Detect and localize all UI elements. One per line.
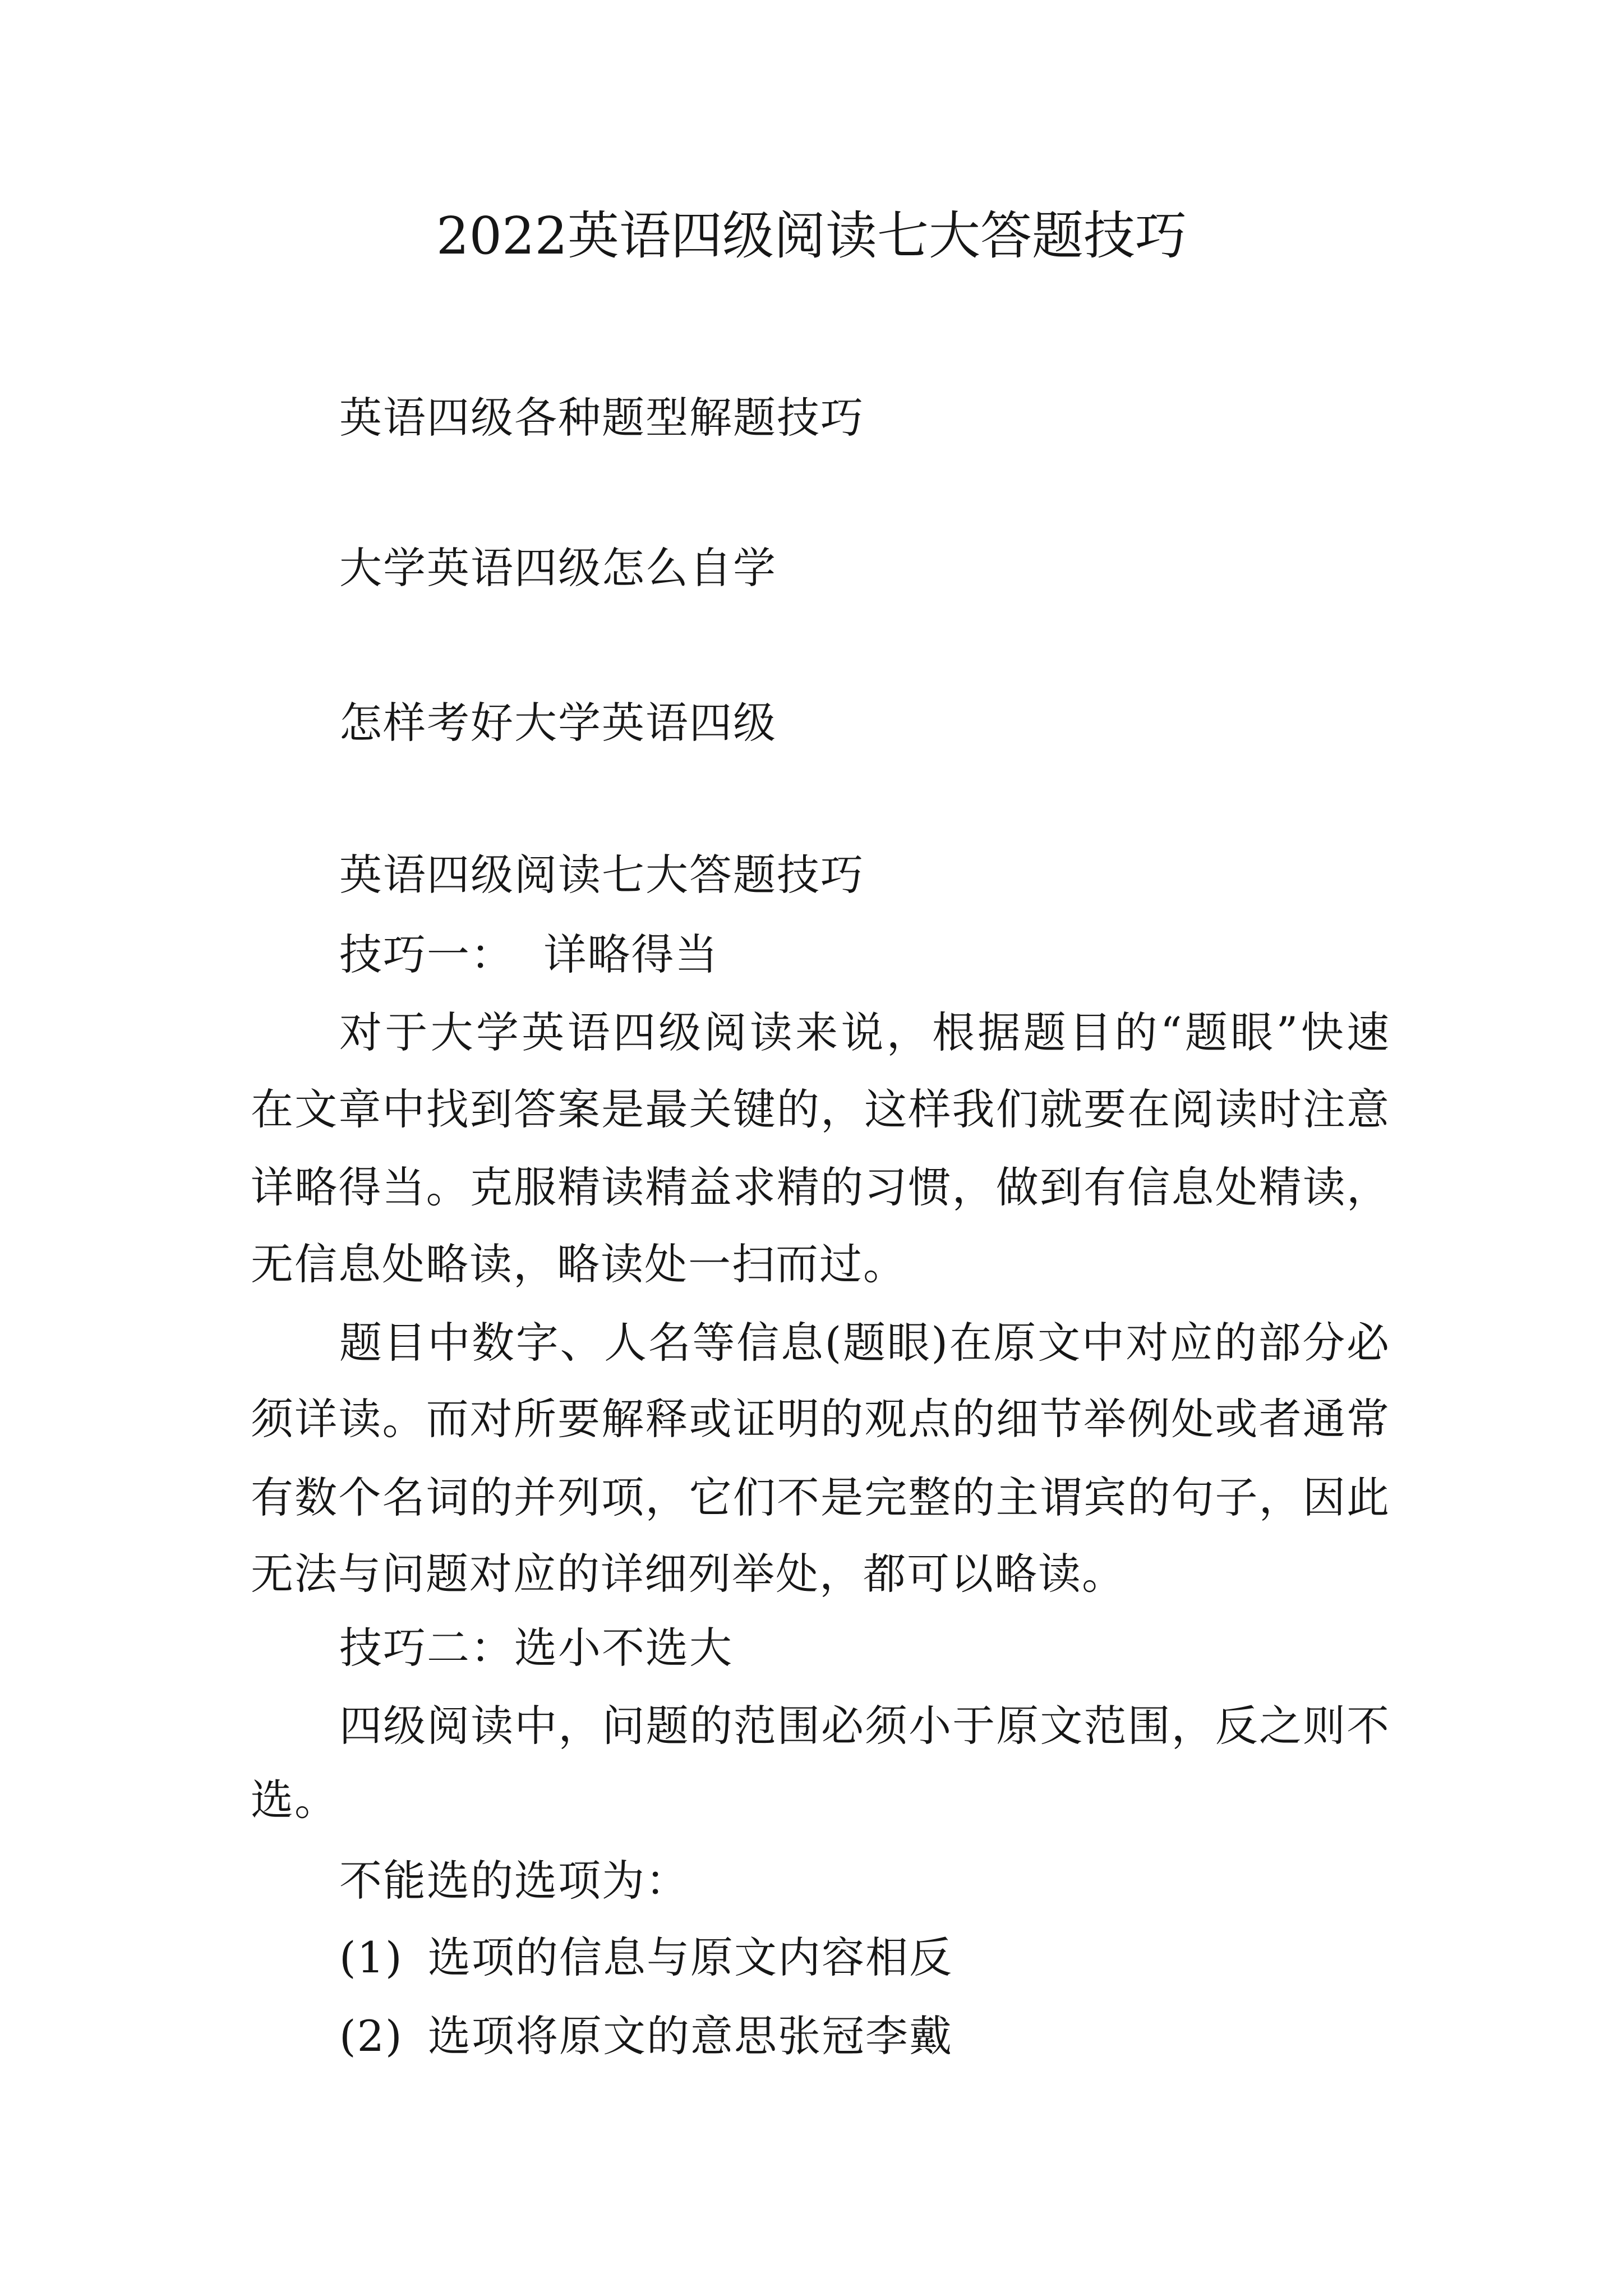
related-title: 怎样考好大学英语四级: [339, 698, 777, 748]
paragraph-line: 对于大学英语四级阅读来说，根据题目的“题眼”快速: [339, 1007, 1389, 1057]
paragraph-line: 四级阅读中，问题的范围必须小于原文范围，反之则不: [339, 1701, 1389, 1751]
option-text: 选项将原文的意思张冠李戴: [428, 2011, 953, 2061]
document-title: 2022英语四级阅读七大答题技巧: [436, 206, 1187, 266]
paragraph-line: 详略得当。克服精读精益求精的习惯，做到有信息处精读，: [251, 1162, 1389, 1212]
paragraph-line: 不能选的选项为：: [339, 1856, 689, 1906]
paragraph-line: 在文章中找到答案是最关键的，这样我们就要在阅读时注意: [251, 1084, 1389, 1134]
related-title: 英语四级各种题型解题技巧: [339, 393, 864, 443]
option-label: (1): [339, 1932, 403, 1982]
paragraph-line: 无法与问题对应的详细列举处，都可以略读。: [251, 1549, 1126, 1599]
paragraph-line: 有数个名词的并列项，它们不是完整的主谓宾的句子，因此: [251, 1473, 1389, 1522]
section-heading: 英语四级阅读七大答题技巧: [339, 850, 864, 900]
paragraph-line: 无信息处略读，略读处一扫而过。: [251, 1239, 907, 1289]
paragraph-line: 题目中数字、人名等信息(题眼)在原文中对应的部分必: [339, 1318, 1389, 1368]
paragraph-line: 选。: [251, 1775, 338, 1825]
option-text: 选项的信息与原文内容相反: [428, 1932, 953, 1982]
paragraph-line: 须详读。而对所要解释或证明的观点的细节举例处或者通常: [251, 1394, 1389, 1444]
related-title: 大学英语四级怎么自学: [339, 543, 777, 593]
tip-heading: 技巧一： 详略得当: [339, 930, 719, 979]
option-label: (2): [339, 2011, 403, 2061]
tip-heading: 技巧二：选小不选大: [339, 1623, 733, 1673]
